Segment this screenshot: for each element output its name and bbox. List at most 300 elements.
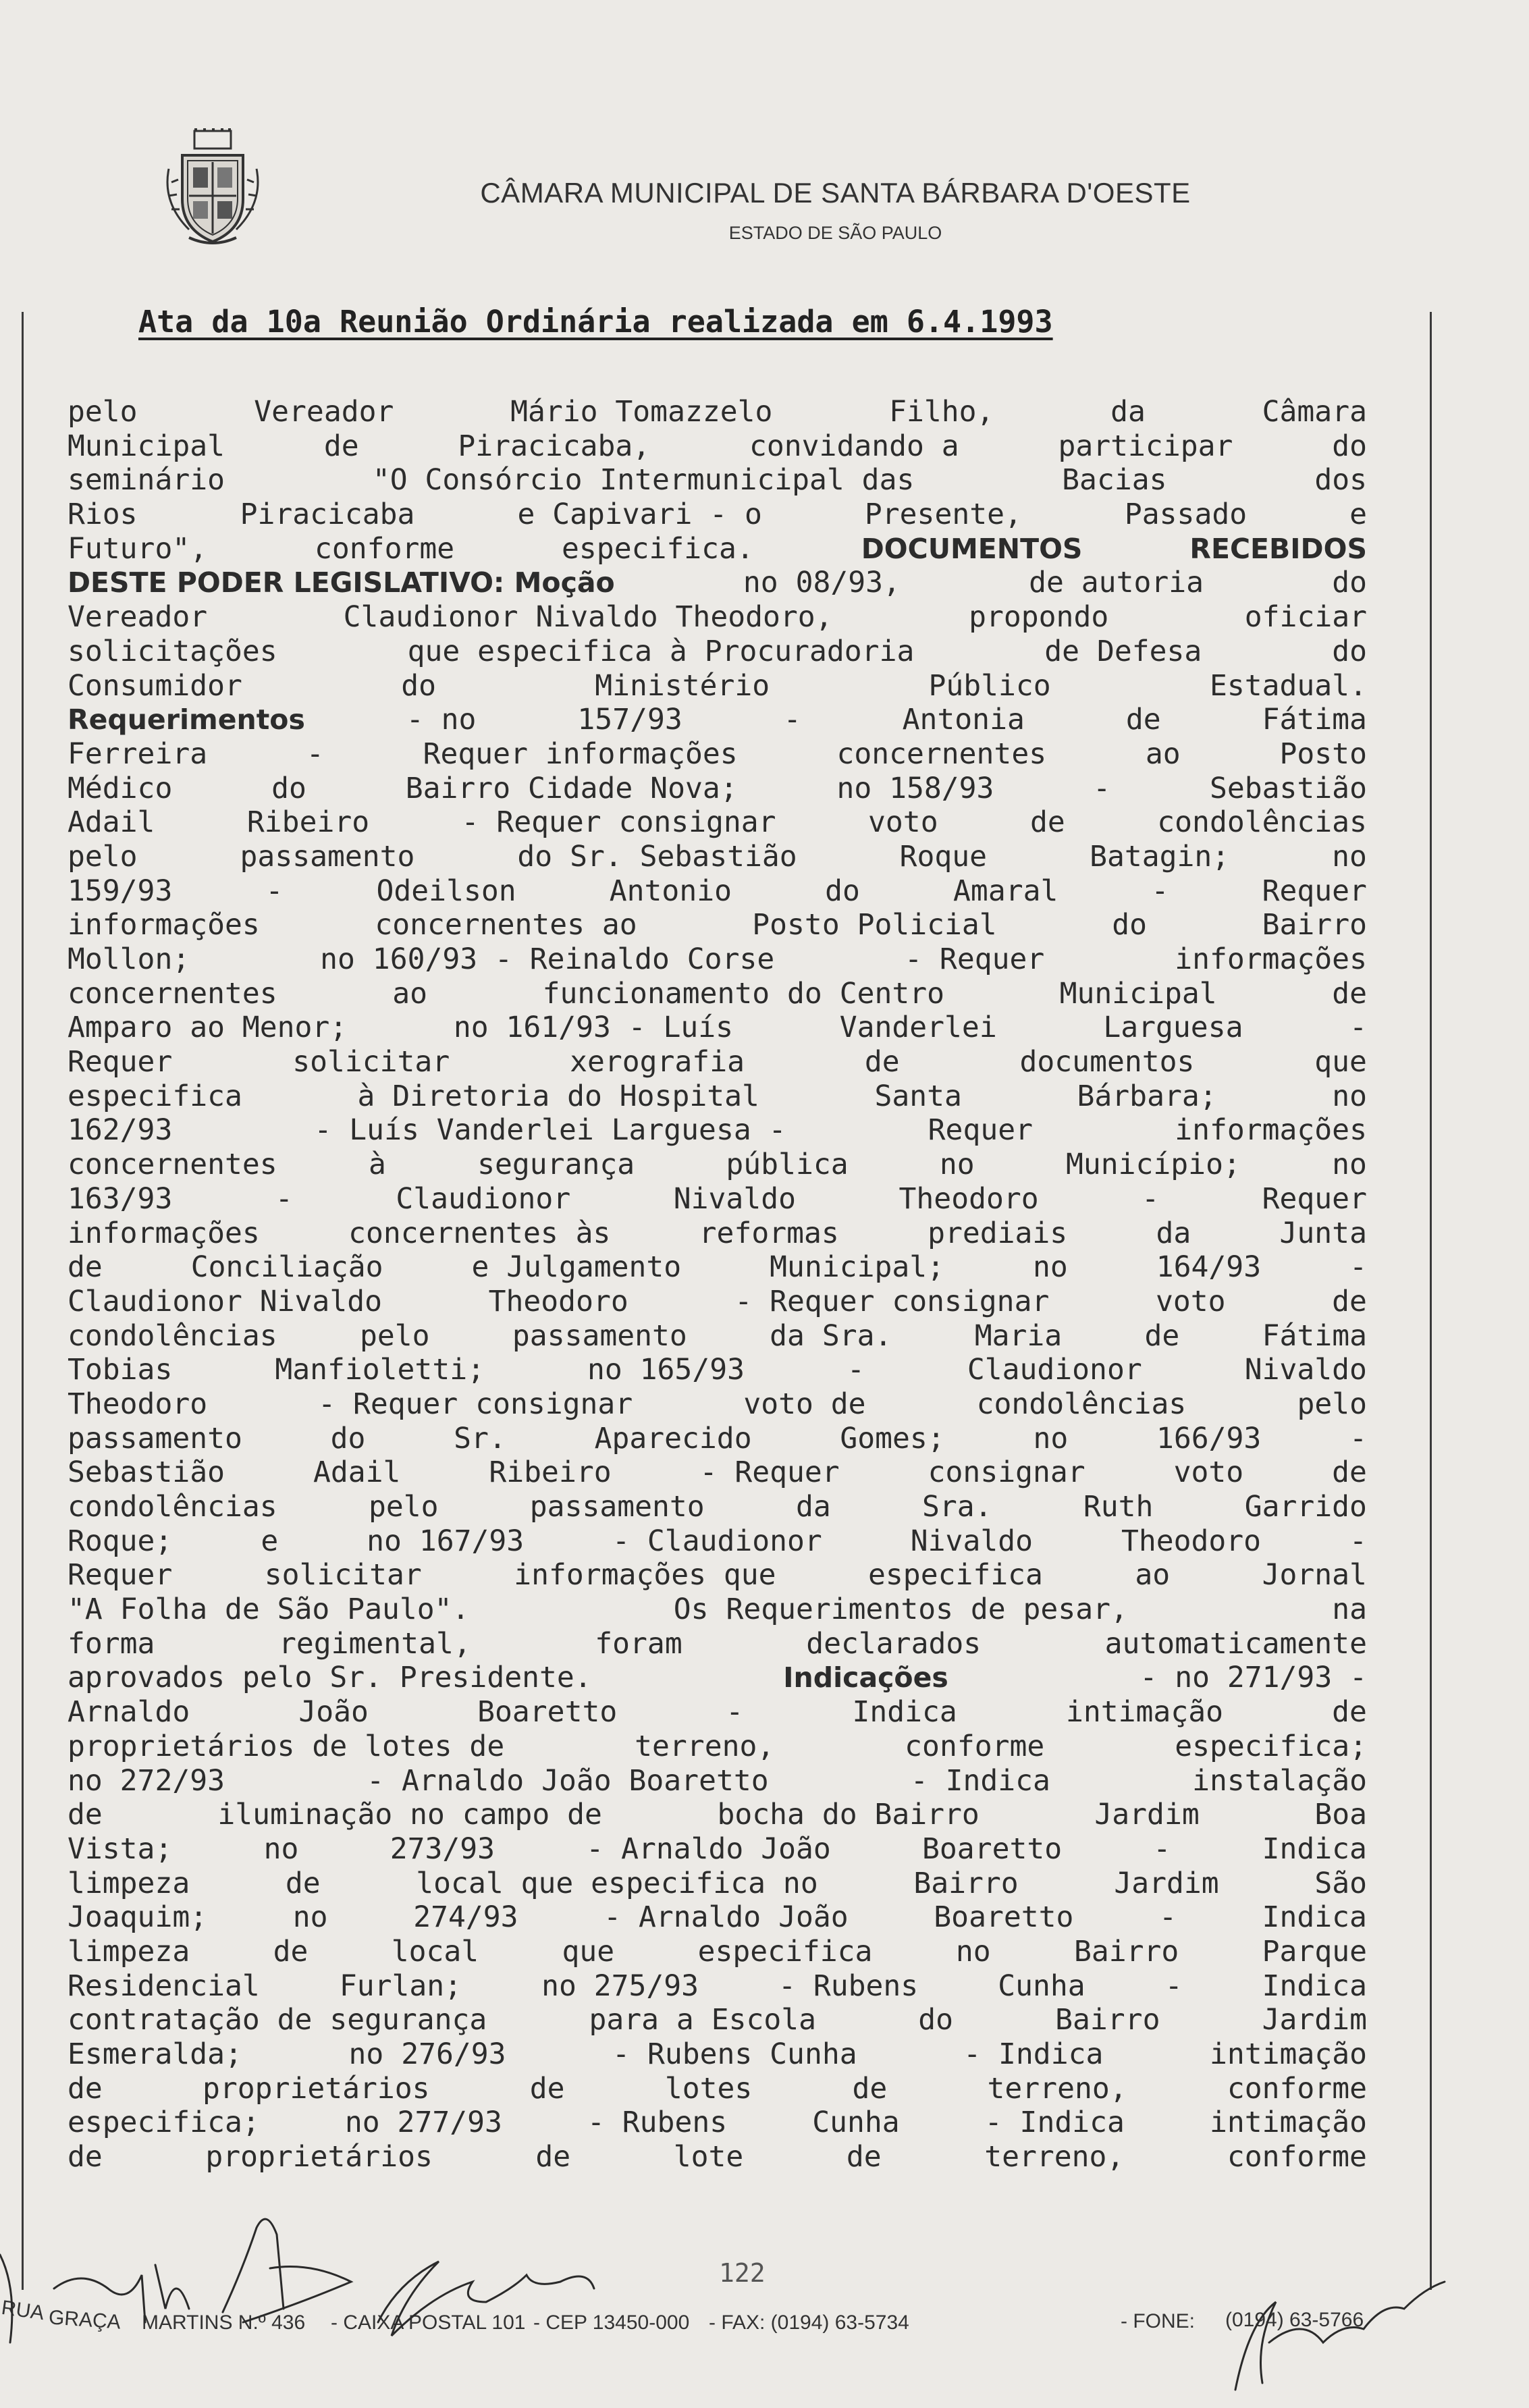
text-segment: Futuro", — [68, 531, 208, 566]
text-segment: - Claudionor — [612, 1524, 822, 1558]
text-segment: Bairro — [913, 1866, 1019, 1900]
text-segment: no 161/93 - Luís — [453, 1011, 734, 1045]
text-line — [68, 1969, 1367, 2004]
text-segment: Ruth — [1083, 1490, 1154, 1524]
text-line — [68, 1148, 1367, 1182]
text-segment: Indicações — [783, 1661, 948, 1694]
text-line — [68, 1730, 1367, 1764]
text-segment: propondo — [969, 600, 1109, 635]
text-line — [68, 737, 1367, 772]
text-segment: Indica — [852, 1695, 957, 1730]
text-segment: concernentes às — [348, 1216, 611, 1250]
text-segment: da Sra. — [770, 1318, 892, 1353]
text-segment: 159/93 — [68, 874, 173, 908]
footer-part: - CAIXA POSTAL 101 — [331, 2311, 526, 2334]
text-segment: Bairro — [1262, 908, 1367, 942]
text-segment: 166/93 — [1156, 1421, 1262, 1455]
document-title: Ata da 10a Reunião Ordinária realizada em 6.4.1993 — [138, 304, 1053, 340]
text-line — [68, 635, 1367, 669]
text-segment: especifica — [697, 1934, 873, 1969]
text-segment: solicitar — [292, 1045, 450, 1079]
text-segment: que — [1314, 1045, 1367, 1079]
text-segment: declarados — [806, 1626, 982, 1661]
text-segment: do — [1112, 908, 1148, 942]
text-segment: Joaquim; — [68, 1900, 208, 1935]
text-segment: de — [68, 1250, 103, 1285]
text-segment: - Requer — [699, 1455, 840, 1490]
text-segment: de — [864, 1045, 900, 1079]
text-segment: no 272/93 — [68, 1763, 225, 1798]
text-segment: Nivaldo — [673, 1181, 796, 1216]
text-segment: terreno, — [984, 2140, 1125, 2174]
text-line — [68, 1627, 1367, 1661]
text-segment: Larguesa — [1103, 1011, 1243, 1045]
text-segment: Requer — [68, 1558, 173, 1593]
text-segment: à — [368, 1148, 386, 1182]
text-line — [68, 1079, 1367, 1114]
text-line — [68, 2003, 1367, 2037]
text-segment: na — [1332, 1593, 1367, 1627]
text-segment: - Indica — [910, 1763, 1050, 1798]
text-segment: Requer — [1262, 1181, 1367, 1216]
text-segment: - Requer consignar — [318, 1387, 633, 1421]
text-segment: passamento — [68, 1421, 242, 1455]
text-segment: Conciliação — [190, 1250, 383, 1285]
text-segment: participar — [1058, 429, 1233, 463]
text-line — [68, 1250, 1367, 1285]
text-segment: terreno, — [635, 1729, 775, 1763]
text-line — [68, 1764, 1367, 1798]
text-line — [68, 1867, 1367, 1901]
text-segment: Sebastião — [1209, 771, 1367, 805]
text-segment: de — [1144, 1318, 1180, 1353]
text-line — [68, 600, 1367, 635]
text-segment: 274/93 — [413, 1900, 518, 1935]
text-segment: Ribeiro — [246, 805, 370, 840]
text-segment: - — [1151, 874, 1169, 908]
text-line — [68, 1319, 1367, 1354]
text-segment: conforme — [315, 531, 455, 566]
text-segment: instalação — [1192, 1763, 1367, 1798]
text-line — [68, 977, 1367, 1011]
text-segment: - Luís Vanderlei Larguesa - — [314, 1113, 786, 1148]
text-segment: Adail — [313, 1455, 401, 1490]
text-segment: - — [1349, 1421, 1367, 1455]
text-line — [68, 703, 1367, 737]
text-segment: - — [1349, 1011, 1367, 1045]
text-line — [68, 772, 1367, 806]
text-segment: que especifica à Procuradoria — [407, 634, 915, 668]
text-segment: regimental, — [278, 1626, 471, 1661]
text-segment: automaticamente — [1104, 1626, 1367, 1661]
text-segment: - — [1142, 1181, 1160, 1216]
text-segment: informações — [1175, 942, 1367, 976]
text-segment: de — [1030, 805, 1065, 840]
text-segment: limpeza — [68, 1866, 190, 1900]
text-segment: Vista; — [68, 1831, 173, 1866]
text-segment: 163/93 — [68, 1181, 173, 1216]
text-segment: Piracicaba — [240, 498, 415, 532]
text-line — [68, 1216, 1367, 1251]
right-margin-rule — [1430, 312, 1432, 2290]
text-segment: voto — [868, 805, 938, 840]
text-segment: de — [1125, 703, 1161, 737]
text-segment: Theodoro — [898, 1181, 1039, 1216]
text-segment: Posto — [1279, 737, 1367, 771]
text-segment: no 08/93, — [743, 566, 901, 600]
text-segment: no — [1332, 839, 1367, 874]
text-segment: intimação — [1065, 1695, 1223, 1730]
text-segment: Roque; — [68, 1524, 173, 1558]
text-line — [68, 669, 1367, 703]
text-segment: local que especifica no — [416, 1866, 818, 1900]
text-segment: de — [1332, 1695, 1367, 1730]
text-segment: especifica; — [68, 2106, 260, 2140]
text-segment: de — [323, 429, 359, 463]
text-segment: seminário — [68, 463, 225, 498]
text-segment: Indica — [1262, 1831, 1367, 1866]
chamber-name: CÂMARA MUNICIPAL DE SANTA BÁRBARA D'OESTE — [480, 177, 1191, 209]
minutes-body — [68, 395, 1367, 2174]
text-segment: no 158/93 — [836, 771, 994, 805]
text-line — [68, 1113, 1367, 1148]
text-segment: voto — [1173, 1455, 1244, 1490]
text-segment: - no — [406, 703, 477, 737]
text-segment: - — [783, 703, 801, 737]
text-segment: Presente, — [864, 498, 1022, 532]
text-segment: de — [68, 1798, 103, 1832]
text-segment: - — [306, 737, 324, 771]
text-segment: de — [1332, 1284, 1367, 1318]
text-segment: Claudionor — [396, 1181, 571, 1216]
text-segment: Vereador — [254, 395, 394, 429]
text-segment: de autoria — [1029, 566, 1204, 600]
text-segment: forma — [68, 1626, 155, 1661]
text-segment: ao — [1145, 737, 1181, 771]
text-segment: Jardim — [1262, 2003, 1367, 2037]
text-segment: e Capivari - o — [517, 498, 762, 532]
text-segment: conforme — [1227, 2140, 1367, 2174]
text-segment: passamento — [529, 1490, 705, 1524]
text-segment: Santa — [874, 1079, 962, 1113]
text-segment: de — [846, 2140, 882, 2174]
text-segment: convidando a — [749, 429, 959, 463]
text-line — [68, 1900, 1367, 1935]
text-segment: Passado — [1124, 498, 1248, 532]
text-segment: especifica — [68, 1079, 242, 1113]
text-line — [68, 805, 1367, 840]
text-segment: no 276/93 — [348, 2037, 506, 2071]
text-segment: lote — [673, 2140, 744, 2174]
text-segment: Antonio — [609, 874, 732, 908]
text-segment: no — [1332, 1079, 1367, 1113]
text-segment: - Requer consignar — [461, 805, 776, 840]
text-segment: proprietários — [203, 2071, 430, 2106]
text-segment: Arnaldo — [68, 1695, 190, 1730]
text-line — [68, 942, 1367, 977]
text-segment: bocha do Bairro — [717, 1798, 980, 1832]
text-segment: Nivaldo — [910, 1524, 1033, 1558]
text-segment: pelo — [360, 1318, 430, 1353]
text-segment: que — [562, 1934, 615, 1969]
text-line — [68, 2072, 1367, 2106]
text-segment: voto de — [743, 1387, 866, 1421]
left-margin-rule — [22, 312, 24, 2290]
text-segment: Vereador — [68, 600, 208, 635]
text-line — [68, 1387, 1367, 1422]
text-segment: de — [535, 2140, 571, 2174]
text-line — [68, 2037, 1367, 2072]
text-segment: Esmeralda; — [68, 2037, 242, 2071]
text-segment: Médico — [68, 771, 173, 805]
text-segment: Boaretto — [477, 1695, 618, 1730]
text-segment: conforme — [905, 1729, 1045, 1763]
text-segment: Roque — [899, 839, 988, 874]
text-segment: especifica. — [562, 531, 754, 566]
text-line — [68, 908, 1367, 942]
text-segment: Maria — [974, 1318, 1063, 1353]
text-segment: Theodoro — [1121, 1524, 1262, 1558]
text-line — [68, 1661, 1367, 1695]
text-segment: local — [391, 1934, 479, 1969]
text-segment: no — [1332, 1148, 1367, 1182]
text-segment: Sebastião — [68, 1455, 225, 1490]
text-line — [68, 1832, 1367, 1867]
text-segment: de Defesa — [1044, 634, 1202, 668]
text-line — [68, 1182, 1367, 1216]
text-segment: Rios — [68, 498, 138, 532]
text-segment: solicitar — [264, 1558, 422, 1593]
text-segment: no 277/93 — [344, 2106, 502, 2140]
footer-part: RUA — [0, 2296, 46, 2325]
text-segment: "A Folha de São Paulo". — [68, 1593, 470, 1627]
text-line — [68, 498, 1367, 532]
text-segment: de — [1332, 976, 1367, 1011]
text-segment: no — [939, 1148, 975, 1182]
text-segment: do — [918, 2003, 953, 2037]
text-line — [68, 1045, 1367, 1079]
text-segment: Requer — [68, 1045, 173, 1079]
text-segment: do — [330, 1421, 366, 1455]
text-segment: documentos — [1019, 1045, 1195, 1079]
text-segment: Requerimentos — [68, 703, 305, 737]
text-segment: - Rubens Cunha — [612, 2037, 857, 2071]
text-segment: Parque — [1262, 1934, 1367, 1969]
text-line — [68, 429, 1367, 464]
text-segment: de — [68, 2140, 103, 2174]
text-segment: Theodoro — [68, 1387, 208, 1421]
text-segment: funcionamento do Centro — [542, 976, 945, 1011]
text-segment: segurança — [477, 1148, 635, 1182]
footer-part: (0194) 63-5766 — [1225, 2309, 1364, 2331]
text-segment: - Rubens — [587, 2106, 728, 2140]
text-segment: Os Requerimentos de pesar, — [673, 1593, 1128, 1627]
text-segment: Boaretto — [922, 1831, 1063, 1866]
text-segment: no — [955, 1934, 991, 1969]
text-segment: de — [68, 2071, 103, 2106]
text-line — [68, 1455, 1367, 1490]
text-line — [68, 2106, 1367, 2140]
text-segment: Requer — [1262, 874, 1367, 908]
text-segment: Batagin; — [1090, 839, 1230, 874]
text-segment: - Arnaldo João — [586, 1831, 831, 1866]
text-segment: no — [1033, 1421, 1069, 1455]
text-segment: Jardim — [1114, 1866, 1219, 1900]
text-line — [68, 1524, 1367, 1559]
footer-part: - CEP 13450-000 — [533, 2311, 690, 2334]
text-segment: informações que — [514, 1558, 776, 1593]
text-segment: passamento — [512, 1318, 687, 1353]
text-segment: de — [1332, 1455, 1367, 1490]
text-segment: de — [852, 2071, 888, 2106]
text-segment: 164/93 — [1156, 1250, 1262, 1285]
text-segment: RECEBIDOS — [1189, 532, 1367, 565]
text-segment: consignar — [928, 1455, 1085, 1490]
text-segment: Estadual. — [1209, 668, 1367, 703]
text-segment: Jardim — [1094, 1798, 1200, 1832]
text-segment: Garrido — [1244, 1490, 1367, 1524]
text-line — [68, 1798, 1367, 1832]
text-segment: Ministério — [595, 668, 770, 703]
text-segment: - Arnaldo João — [603, 1900, 849, 1935]
text-segment: pública — [726, 1148, 849, 1182]
text-segment: Manfioletti; — [275, 1353, 485, 1387]
text-segment: Furlan; — [339, 1969, 462, 2003]
text-segment: concernentes — [836, 737, 1047, 771]
text-segment: Antonia — [902, 703, 1025, 737]
text-segment: condolências — [1157, 805, 1367, 840]
text-line — [68, 395, 1367, 429]
text-segment: Piracicaba, — [458, 429, 651, 463]
text-segment: - — [726, 1695, 744, 1730]
text-segment: - Indica — [963, 2037, 1104, 2071]
text-segment: ao — [392, 976, 428, 1011]
text-segment: da — [1156, 1216, 1191, 1250]
text-segment: oficiar — [1244, 600, 1367, 635]
text-segment: DOCUMENTOS — [861, 532, 1083, 565]
text-segment: Indica — [1262, 1900, 1367, 1935]
text-segment: - — [1153, 1831, 1171, 1866]
text-line — [68, 1011, 1367, 1045]
text-segment: Gomes; — [840, 1421, 945, 1455]
text-segment: Nivaldo — [1244, 1353, 1367, 1387]
text-segment: limpeza — [68, 1934, 190, 1969]
text-segment: no — [263, 1831, 299, 1866]
text-segment: Bairro Cidade Nova; — [405, 771, 738, 805]
text-segment: no 160/93 - Reinaldo Corse — [320, 942, 775, 976]
text-segment: lotes — [664, 2071, 753, 2106]
text-segment: da — [795, 1490, 831, 1524]
text-line — [68, 2140, 1367, 2174]
text-segment: 162/93 — [68, 1113, 173, 1148]
text-segment: Fátima — [1262, 1318, 1367, 1353]
text-segment: de — [285, 1866, 321, 1900]
text-segment: no — [292, 1900, 328, 1935]
text-segment: condolências — [68, 1490, 277, 1524]
text-segment: reformas — [699, 1216, 839, 1250]
text-segment: Municipal — [68, 429, 225, 463]
text-segment: "O Consórcio Intermunicipal das — [372, 463, 915, 498]
text-segment: Bárbara; — [1077, 1079, 1217, 1113]
text-segment: no 167/93 — [367, 1524, 525, 1558]
text-segment: Adail — [68, 805, 155, 840]
text-segment: Tobias — [68, 1353, 173, 1387]
text-segment: São — [1314, 1866, 1367, 1900]
text-segment: Amparo ao Menor; — [68, 1011, 348, 1045]
text-segment: xerografia — [570, 1045, 745, 1079]
text-segment: dos — [1314, 463, 1367, 498]
text-line — [68, 1285, 1367, 1319]
text-segment: contratação de segurança — [68, 2003, 487, 2037]
text-segment: do — [825, 874, 860, 908]
text-segment: 157/93 — [577, 703, 682, 737]
text-line — [68, 566, 1367, 600]
text-segment: Mollon; — [68, 942, 190, 976]
text-segment: pelo — [68, 395, 138, 429]
text-line — [68, 1558, 1367, 1593]
text-segment: Fátima — [1262, 703, 1367, 737]
footer-part: - FAX: (0194) 63-5734 — [709, 2311, 909, 2334]
text-segment: e — [1349, 498, 1367, 532]
text-segment: no — [1033, 1250, 1068, 1285]
text-segment: intimação — [1210, 2106, 1367, 2140]
text-segment: Municipal; — [770, 1250, 945, 1285]
text-segment: e — [261, 1524, 279, 1558]
text-segment: Requer — [928, 1113, 1034, 1148]
text-segment: Bacias — [1062, 463, 1167, 498]
text-segment: Claudionor Nivaldo Theodoro, — [343, 600, 833, 635]
text-segment: Claudionor — [967, 1353, 1142, 1387]
text-segment: - — [265, 874, 284, 908]
text-segment: informações — [68, 908, 260, 942]
state-name: ESTADO DE SÃO PAULO — [728, 223, 942, 243]
text-segment: do Sr. Sebastião — [517, 839, 797, 874]
text-segment: Jornal — [1262, 1558, 1367, 1593]
text-segment: intimação — [1210, 2037, 1367, 2071]
text-segment: - Arnaldo João Boaretto — [367, 1763, 769, 1798]
text-segment: Boaretto — [934, 1900, 1074, 1935]
text-segment: Boa — [1314, 1798, 1367, 1832]
text-segment: do — [271, 771, 306, 805]
text-segment: à Diretoria do Hospital — [357, 1079, 759, 1113]
text-line — [68, 1353, 1367, 1387]
text-segment: no 165/93 — [587, 1353, 745, 1387]
text-segment: terreno, — [987, 2071, 1127, 2106]
text-segment: Junta — [1279, 1216, 1367, 1250]
text-line — [68, 1490, 1367, 1524]
text-line — [68, 532, 1367, 566]
text-segment: solicitações — [68, 634, 277, 668]
text-segment: - no 271/93 - — [1139, 1661, 1367, 1695]
text-segment: para a Escola — [589, 2003, 817, 2037]
text-segment: prediais — [928, 1216, 1068, 1250]
text-segment: conforme — [1227, 2071, 1367, 2106]
text-segment: Bairro — [1073, 1934, 1179, 1969]
text-segment: - — [1093, 771, 1111, 805]
text-segment: - — [1349, 1250, 1367, 1285]
text-segment: Filho, — [889, 395, 994, 429]
text-line — [68, 840, 1367, 874]
text-segment: pelo — [368, 1490, 439, 1524]
text-segment: aprovados pelo Sr. Presidente. — [68, 1661, 592, 1695]
text-segment: do — [1332, 566, 1367, 600]
text-segment: Indica — [1262, 1969, 1367, 2003]
text-segment: concernentes ao — [375, 908, 637, 942]
text-segment: do — [401, 668, 436, 703]
text-segment: Odeilson — [376, 874, 516, 908]
text-segment: Sra. — [922, 1490, 992, 1524]
text-line — [68, 874, 1367, 909]
